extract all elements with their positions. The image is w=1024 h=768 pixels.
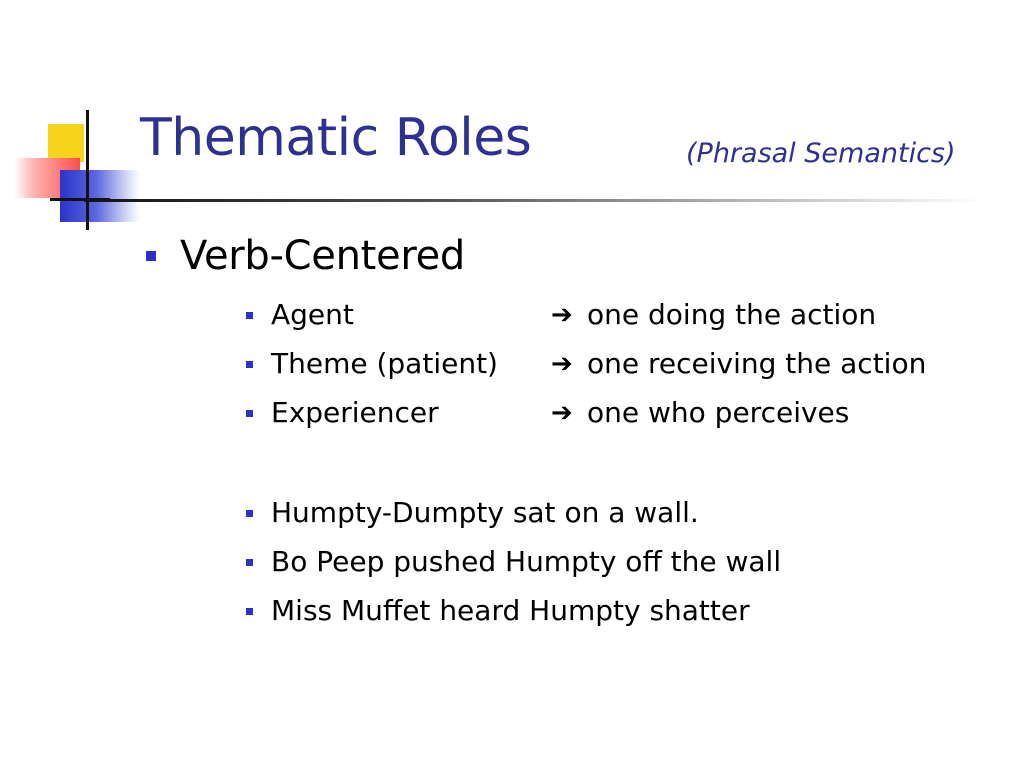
right-arrow-icon: ➔	[551, 398, 573, 428]
title-underline	[84, 199, 984, 202]
square-bullet-icon	[246, 608, 253, 615]
role-term: Agent	[271, 298, 354, 331]
role-definition: one who perceives	[587, 396, 850, 429]
logo-yellow-square	[48, 124, 84, 162]
square-bullet-icon	[146, 251, 156, 261]
role-definition: one receiving the action	[587, 347, 927, 380]
logo-vertical-line	[86, 110, 89, 230]
square-bullet-icon	[246, 559, 253, 566]
role-term: Theme (patient)	[271, 347, 498, 380]
example-text: Humpty-Dumpty sat on a wall.	[271, 496, 699, 529]
square-bullet-icon	[246, 361, 253, 368]
example-item	[246, 545, 782, 578]
logo-blue-square	[60, 170, 140, 222]
main-bullet-item	[146, 233, 465, 279]
example-text: Bo Peep pushed Humpty off the wall	[271, 545, 782, 578]
example-item	[246, 496, 699, 529]
main-bullet-text: Verb-Centered	[180, 233, 465, 279]
square-bullet-icon	[246, 510, 253, 517]
slide-subtitle: (Phrasal Semantics)	[686, 138, 956, 169]
example-item	[246, 594, 750, 627]
role-definition: one doing the action	[587, 298, 877, 331]
role-item-theme	[246, 347, 927, 380]
square-bullet-icon	[246, 410, 253, 417]
role-item-experiencer	[246, 396, 850, 429]
slide-logo	[0, 0, 160, 240]
right-arrow-icon: ➔	[551, 300, 573, 330]
example-text: Miss Muffet heard Humpty shatter	[271, 594, 750, 627]
square-bullet-icon	[246, 312, 253, 319]
right-arrow-icon: ➔	[551, 349, 573, 379]
slide-title: Thematic Roles	[140, 108, 532, 168]
role-item-agent	[246, 298, 877, 331]
role-term: Experiencer	[271, 396, 439, 429]
